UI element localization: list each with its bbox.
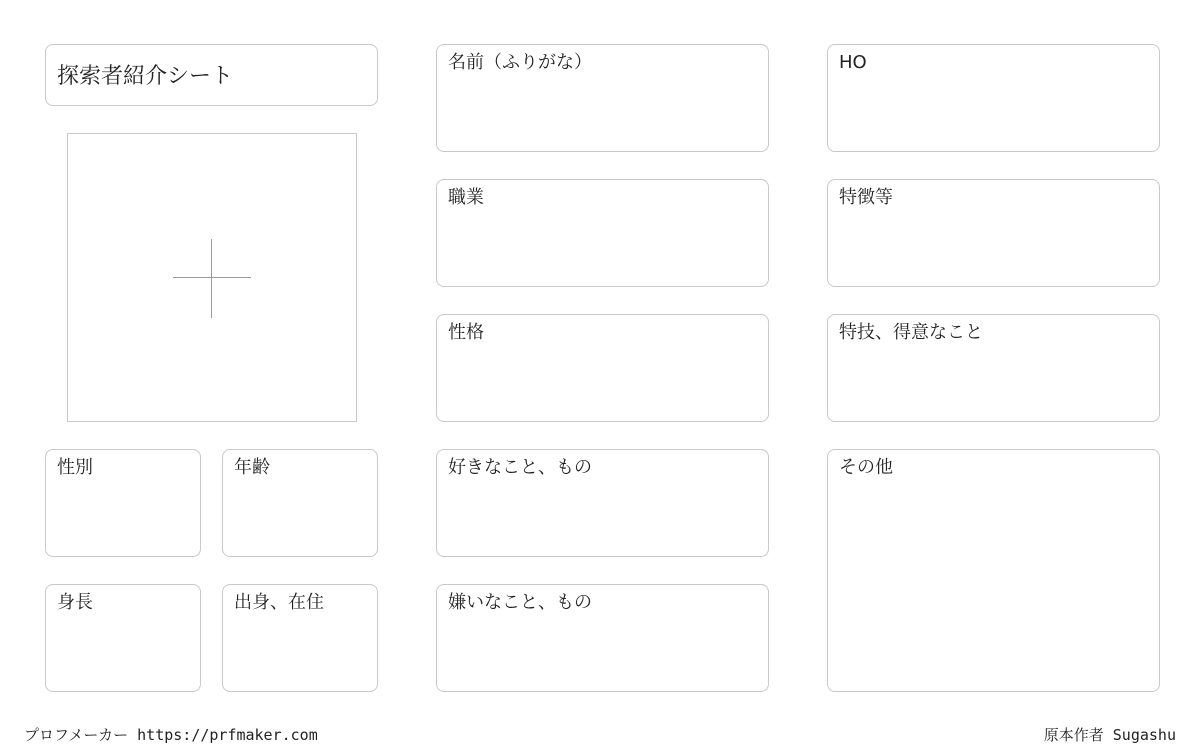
field-name[interactable]	[436, 44, 769, 152]
field-likes[interactable]	[436, 449, 769, 557]
field-gender[interactable]	[45, 449, 201, 557]
field-dislikes-label: 嫌いなこと、もの	[448, 592, 592, 613]
field-personality-label: 性格	[448, 322, 484, 343]
field-other-label: その他	[839, 457, 893, 478]
field-ho-label: HO	[839, 52, 867, 73]
field-origin[interactable]	[222, 584, 378, 692]
field-age-label: 年齢	[234, 457, 270, 478]
field-job-label: 職業	[448, 187, 484, 208]
field-height-label: 身長	[57, 592, 93, 613]
field-job[interactable]	[436, 179, 769, 287]
field-likes-label: 好きなこと、もの	[448, 457, 592, 478]
field-height[interactable]	[45, 584, 201, 692]
field-ho[interactable]	[827, 44, 1160, 152]
field-age[interactable]	[222, 449, 378, 557]
field-dislikes[interactable]	[436, 584, 769, 692]
field-features-label: 特徴等	[839, 187, 893, 208]
plus-icon-vertical	[211, 239, 212, 318]
field-name-label: 名前（ふりがな）	[448, 52, 592, 73]
field-skills[interactable]	[827, 314, 1160, 422]
photo-upload-area[interactable]	[67, 133, 357, 422]
field-personality[interactable]	[436, 314, 769, 422]
field-origin-label: 出身、在住	[234, 592, 324, 613]
plus-icon	[173, 277, 251, 278]
footer-credit-author: 原本作者 Sugashu	[1043, 726, 1176, 744]
sheet-title: 探索者紹介シート	[57, 64, 234, 89]
field-gender-label: 性別	[57, 457, 93, 478]
field-features[interactable]	[827, 179, 1160, 287]
footer-credit-maker[interactable]: プロフメーカー https://prfmaker.com	[24, 726, 318, 744]
sheet-title-box	[45, 44, 378, 106]
field-skills-label: 特技、得意なこと	[839, 322, 983, 343]
field-other[interactable]	[827, 449, 1160, 692]
